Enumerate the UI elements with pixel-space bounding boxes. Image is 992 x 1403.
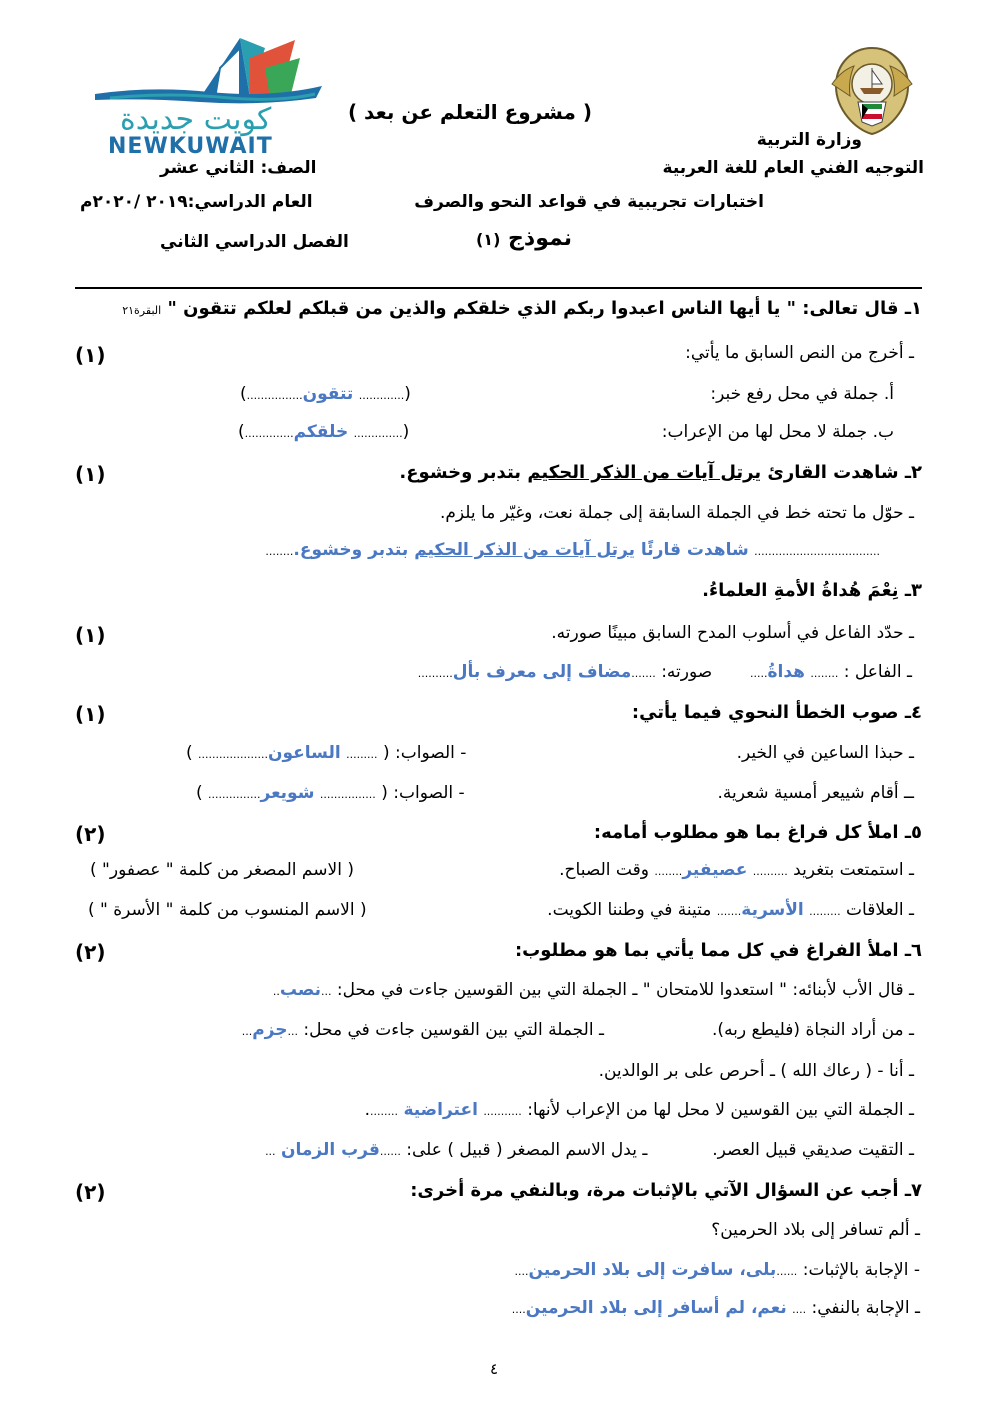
q6-item-1: ـ قال الأب لأبنائه: " استعدوا للامتحان " ـ الجملة التي بين القوسين جاءت في محل: ...نصب.. <box>272 980 914 1000</box>
q3-instruction: ـ حدّد الفاعل في أسلوب المدح السابق مبينًا صورته. <box>551 623 914 643</box>
kuwait-emblem <box>822 40 922 140</box>
q2-stem-pre: ٢ـ شاهدت القارئ <box>761 462 922 483</box>
semester-label: الفصل الدراسي الثاني <box>160 232 349 252</box>
q4-answer-2: شويعر <box>260 783 315 803</box>
q1-item-b-answer-field: (.............. خلقكم..............) <box>238 422 410 442</box>
q1-mark: (١) <box>75 343 106 367</box>
q5-answer-2: الأسرية <box>741 900 804 920</box>
q3-answer-line: ـ الفاعل : ........ هداةُ..... صورته: .......مضاف إلى معرف بأل.......... <box>417 662 912 682</box>
grade-label: الصف: الثاني عشر <box>160 158 317 178</box>
q3-mark: (١) <box>75 623 106 647</box>
q7-stem: ٧ـ أجب عن السؤال الآتي بالإثبات مرة، وبالنفي مرة أخرى: <box>410 1180 922 1201</box>
q1-item-a-label: أ. جملة في محل رفع خبر: <box>710 384 894 404</box>
q1-stem <box>122 298 922 319</box>
model-number: (١) <box>475 230 501 249</box>
q1-instruction: ـ أخرج من النص السابق ما يأتي: <box>685 343 914 363</box>
q4-answer-1: الساعون <box>267 743 341 763</box>
q7-negative: ـ الإجابة بالنفي: .... نعم، لم أسافر إلى بلاد الحرمين.... <box>511 1298 920 1318</box>
q1-item-a-answer-field: (............. تتقون................) <box>240 384 411 404</box>
q2-mark: (١) <box>75 462 106 486</box>
q1-item-b-answer: خلقكم <box>293 422 349 442</box>
q4-stem: ٤ـ صوب الخطأ النحوي فيما يأتي: <box>631 702 922 723</box>
q3-form-label: صورته: <box>661 662 713 682</box>
q5-sentence-1: ـ استمتعت بتغريد .......... عصيفير........ وقت الصباح. <box>559 860 914 880</box>
q5-hint-2: ( الاسم المنسوب من كلمة " الأسرة " ) <box>88 900 367 920</box>
q6-mark: (٢) <box>75 940 106 964</box>
q6-answer-4: اعتراضية <box>403 1100 478 1120</box>
page-number: ٤ <box>490 1360 499 1378</box>
q6-answer-2: جزم <box>252 1020 288 1040</box>
q6-item-2: ـ من أراد النجاة (فليطع ربه). ـ الجملة التي بين القوسين جاءت في محل: ...جزم... <box>241 1020 914 1040</box>
q6-item-5: ـ التقيت صديقي قبيل العصر. ـ يدل الاسم المصغر ( قبيل ) على: ......قرب الزمان ... <box>265 1140 914 1160</box>
q5-mark: (٢) <box>75 822 106 846</box>
q1-item-b-label: ب. جملة لا محل لها من الإعراب: <box>661 422 894 442</box>
q4-sentence-1: ـ حبذا الساعين في الخير. <box>736 743 914 763</box>
q7-affirmative: - الإجابة بالإثبات: ......بلى، سافرت إلى بلاد الحرمين.... <box>514 1260 920 1280</box>
q3-stem: ٣ـ نِعْمَ هُداةُ الأمةِ العلماءُ. <box>702 580 922 601</box>
new-kuwait-logo <box>90 28 330 158</box>
ministry-name: وزارة التربية <box>756 130 862 150</box>
q7-negative-answer: نعم، لم أسافر إلى بلاد الحرمين <box>525 1298 787 1318</box>
academic-year: العام الدراسي:٢٠١٩ /٢٠٢٠م <box>80 192 313 212</box>
q6-answer-5: قرب الزمان <box>280 1140 380 1160</box>
q6-item-4: ـ الجملة التي بين القوسين لا محل لها من الإعراب لأنها: ........... اعتراضية ......... <box>364 1100 914 1120</box>
q6-item-3: ـ أنا - ( رعاك الله ) ـ أحرص على بر الوالدين. <box>598 1061 914 1081</box>
logo-arabic-text: كويت جديدة <box>120 102 272 137</box>
model-heading <box>476 226 572 251</box>
q3-form-answer: مضاف إلى معرف بأل <box>452 662 632 682</box>
q1-stem-text: ١ـ قال تعالى: " يا أيها الناس اعبدوا ربكم الذي خلقكم والذين من قبلكم لعلكم تتقون " <box>167 298 922 319</box>
q7-mark: (٢) <box>75 1180 106 1204</box>
q2-answer-line: .................................... شاهدت قارئًا يرتل آيات من الذكر الحكيم بتدبر وخشوع......... <box>265 540 880 560</box>
q2-stem-post: بتدبر وخشوع. <box>399 462 528 483</box>
q5-answer-1: عصيفير <box>682 860 748 880</box>
q7-question: ـ ألم تسافر إلى بلاد الحرمين؟ <box>711 1220 920 1240</box>
header-divider <box>75 287 922 289</box>
q6-answer-1: نصب <box>279 980 321 1000</box>
test-title: اختبارات تجريبية في قواعد النحو والصرف <box>414 192 764 212</box>
q6-stem: ٦ـ املأ الفراغ في كل مما يأتي بما هو مطلوب: <box>514 940 922 961</box>
q5-hint-1: ( الاسم المصغر من كلمة " عصفور" ) <box>90 860 354 880</box>
logo-english-text: NEWKUWAIT <box>108 134 273 159</box>
q5-stem: ٥ـ املأ كل فراغ بما هو مطلوب أمامه: <box>593 822 922 843</box>
q4-correction-1: - الصواب: ( ......... الساعون.................... ) <box>186 743 467 763</box>
q3-subject-label: ـ الفاعل : <box>843 662 912 682</box>
q2-stem <box>399 462 922 483</box>
q2-instruction: ـ حوّل ما تحته خط في الجملة السابقة إلى جملة نعت، وغيّر ما يلزم. <box>439 503 914 523</box>
q4-correction-2: - الصواب: ( ................ شويعر............... ) <box>196 783 465 803</box>
project-title: ( مشروع التعلم عن بعد ) <box>347 100 592 124</box>
q4-sentence-2: ــ أقام شييعر أمسية شعرية. <box>717 783 914 803</box>
q1-reference: البقرة٢١ <box>122 304 162 317</box>
q2-stem-underlined: يرتل آيات من الذكر الحكيم <box>527 462 762 483</box>
q4-mark: (١) <box>75 702 106 726</box>
q5-sentence-2: ـ العلاقات ......... الأسرية....... متينة في وطننا الكويت. <box>547 900 914 920</box>
model-label: نموذج <box>508 226 572 251</box>
q3-subject-answer: هداةُ <box>767 662 805 682</box>
q1-item-a-answer: تتقون <box>302 384 354 404</box>
q2-answer: شاهدت قارئًا يرتل آيات من الذكر الحكيم بتدبر وخشوع. <box>293 540 749 560</box>
department-name: التوجيه الفني العام للغة العربية <box>662 158 924 178</box>
q7-affirmative-answer: بلى، سافرت إلى بلاد الحرمين <box>528 1260 777 1280</box>
